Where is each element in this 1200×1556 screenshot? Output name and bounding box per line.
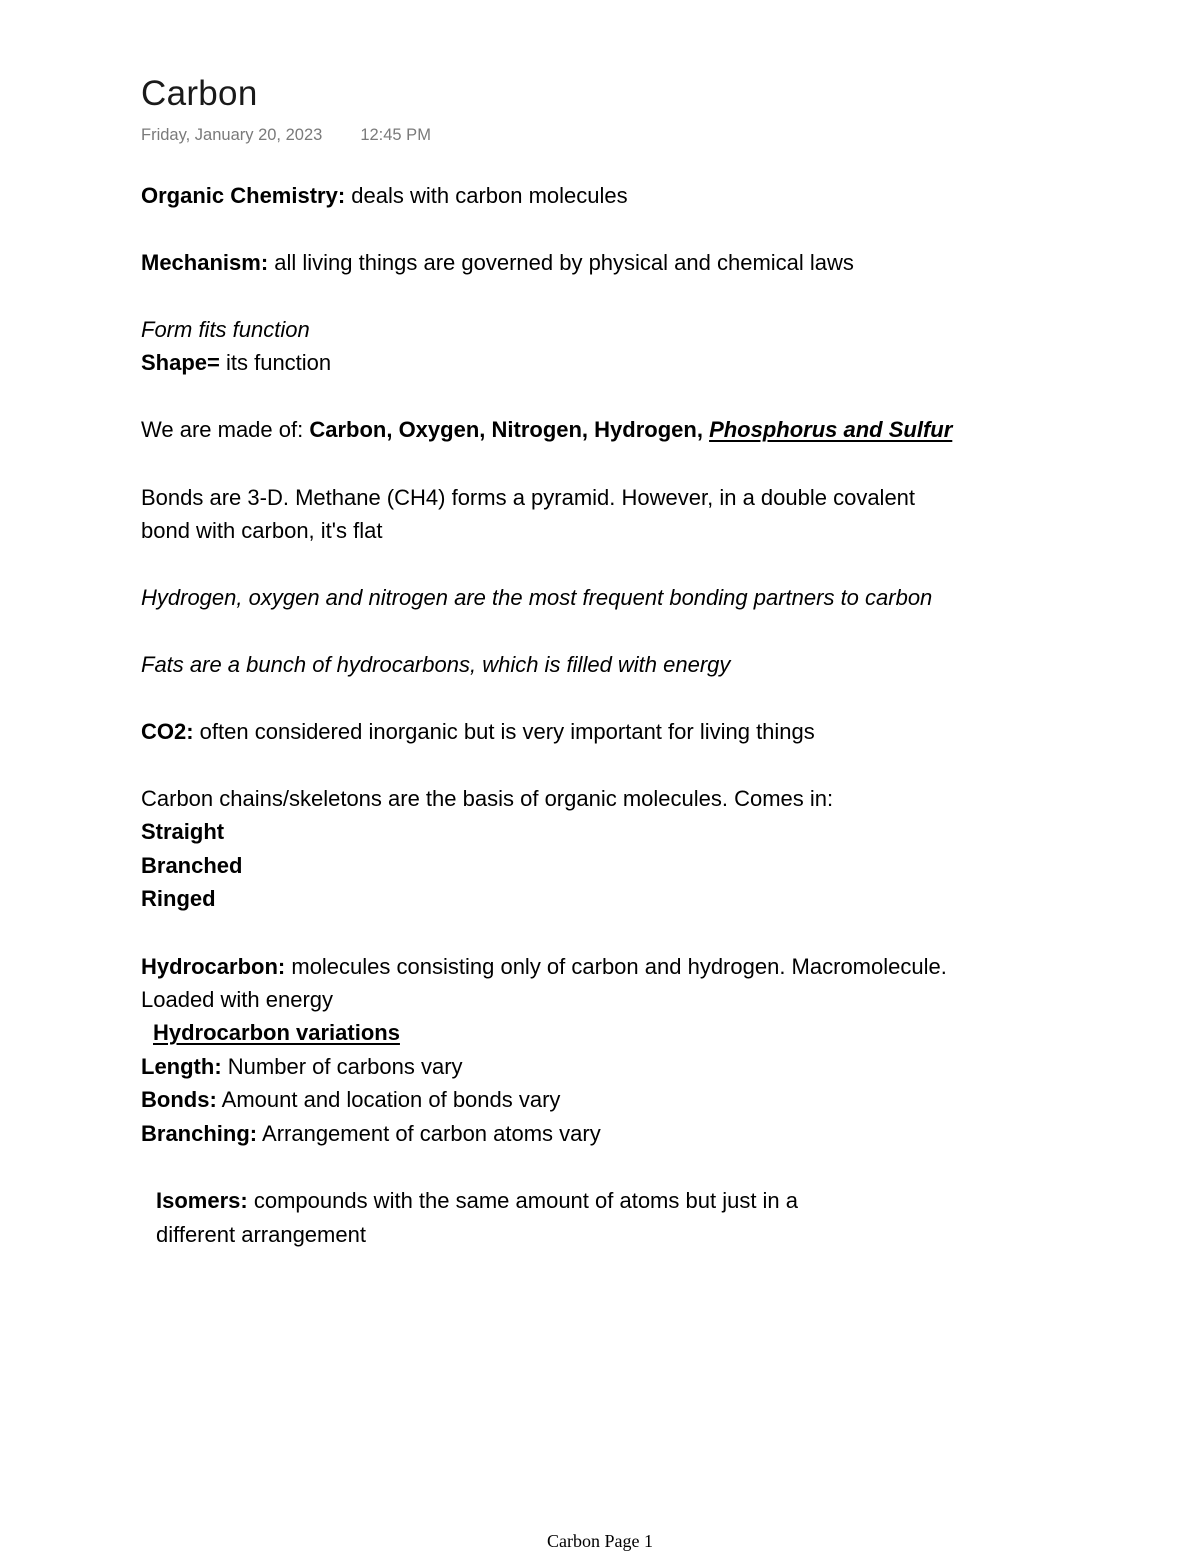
paragraph-carbon-chains: Carbon chains/skeletons are the basis of organic molecules. Comes in: (141, 786, 834, 811)
variation-length: Length: Number of carbons vary (141, 1054, 463, 1079)
paragraph-isomers-line-2: different arrangement (156, 1222, 366, 1247)
term-isomers: Isomers: (156, 1188, 248, 1213)
paragraph-bonds-line-1: Bonds are 3-D. Methane (CH4) forms a pyramid. However, in a double covalent (141, 485, 916, 510)
note-timestamp (141, 126, 431, 145)
paragraph-bonds-line-2: bond with carbon, it's flat (141, 518, 383, 543)
term-co2: CO2: (141, 719, 194, 744)
page-footer: Carbon Page 1 (547, 1531, 653, 1551)
term-shape: Shape= (141, 350, 220, 375)
elements-list: Carbon, Oxygen, Nitrogen, Hydrogen, (309, 417, 710, 442)
variation-branching: Branching: Arrangement of carbon atoms vary (141, 1121, 601, 1146)
chain-type-ringed: Ringed (141, 886, 216, 911)
chain-type-branched: Branched (141, 853, 243, 878)
term-mechanism: Mechanism: (141, 250, 269, 275)
paragraph-made-of: We are made of: Carbon, Oxygen, Nitrogen, Hydrogen, Phosphorus and Sulfur (141, 417, 953, 442)
variation-bonds: Bonds: Amount and location of bonds vary (141, 1087, 561, 1112)
paragraph-bonding-partners: Hydrogen, oxygen and nitrogen are the most frequent bonding partners to carbon (141, 585, 933, 610)
chain-type-straight: Straight (141, 819, 225, 844)
paragraph-hydrocarbon: Hydrocarbon: molecules consisting only of carbon and hydrogen. Macromolecule. (141, 954, 947, 979)
term-organic-chemistry: Organic Chemistry: (141, 183, 346, 208)
paragraph-hydrocarbon-line-2: Loaded with energy (141, 987, 334, 1012)
paragraph-isomers: Isomers: compounds with the same amount of atoms but just in a (156, 1188, 799, 1213)
elements-underlined: Phosphorus and Sulfur (709, 417, 953, 442)
note-time: 12:45 PM (360, 126, 431, 144)
paragraph-fats: Fats are a bunch of hydrocarbons, which is filled with energy (141, 652, 731, 677)
term-hydrocarbon: Hydrocarbon: (141, 954, 286, 979)
paragraph-co2: CO2: often considered inorganic but is very important for living things (141, 719, 815, 744)
paragraph-mechanism: Mechanism: all living things are governed by physical and chemical laws (141, 250, 854, 275)
heading-hydrocarbon-variations: Hydrocarbon variations (153, 1020, 400, 1045)
paragraph-shape: Shape= its function (141, 350, 332, 375)
paragraph-form-fits-function: Form fits function (141, 317, 310, 342)
paragraph-organic-chemistry: Organic Chemistry: deals with carbon molecules (141, 183, 628, 208)
note-date: Friday, January 20, 2023 (141, 126, 323, 144)
page-title: Carbon (141, 74, 258, 113)
